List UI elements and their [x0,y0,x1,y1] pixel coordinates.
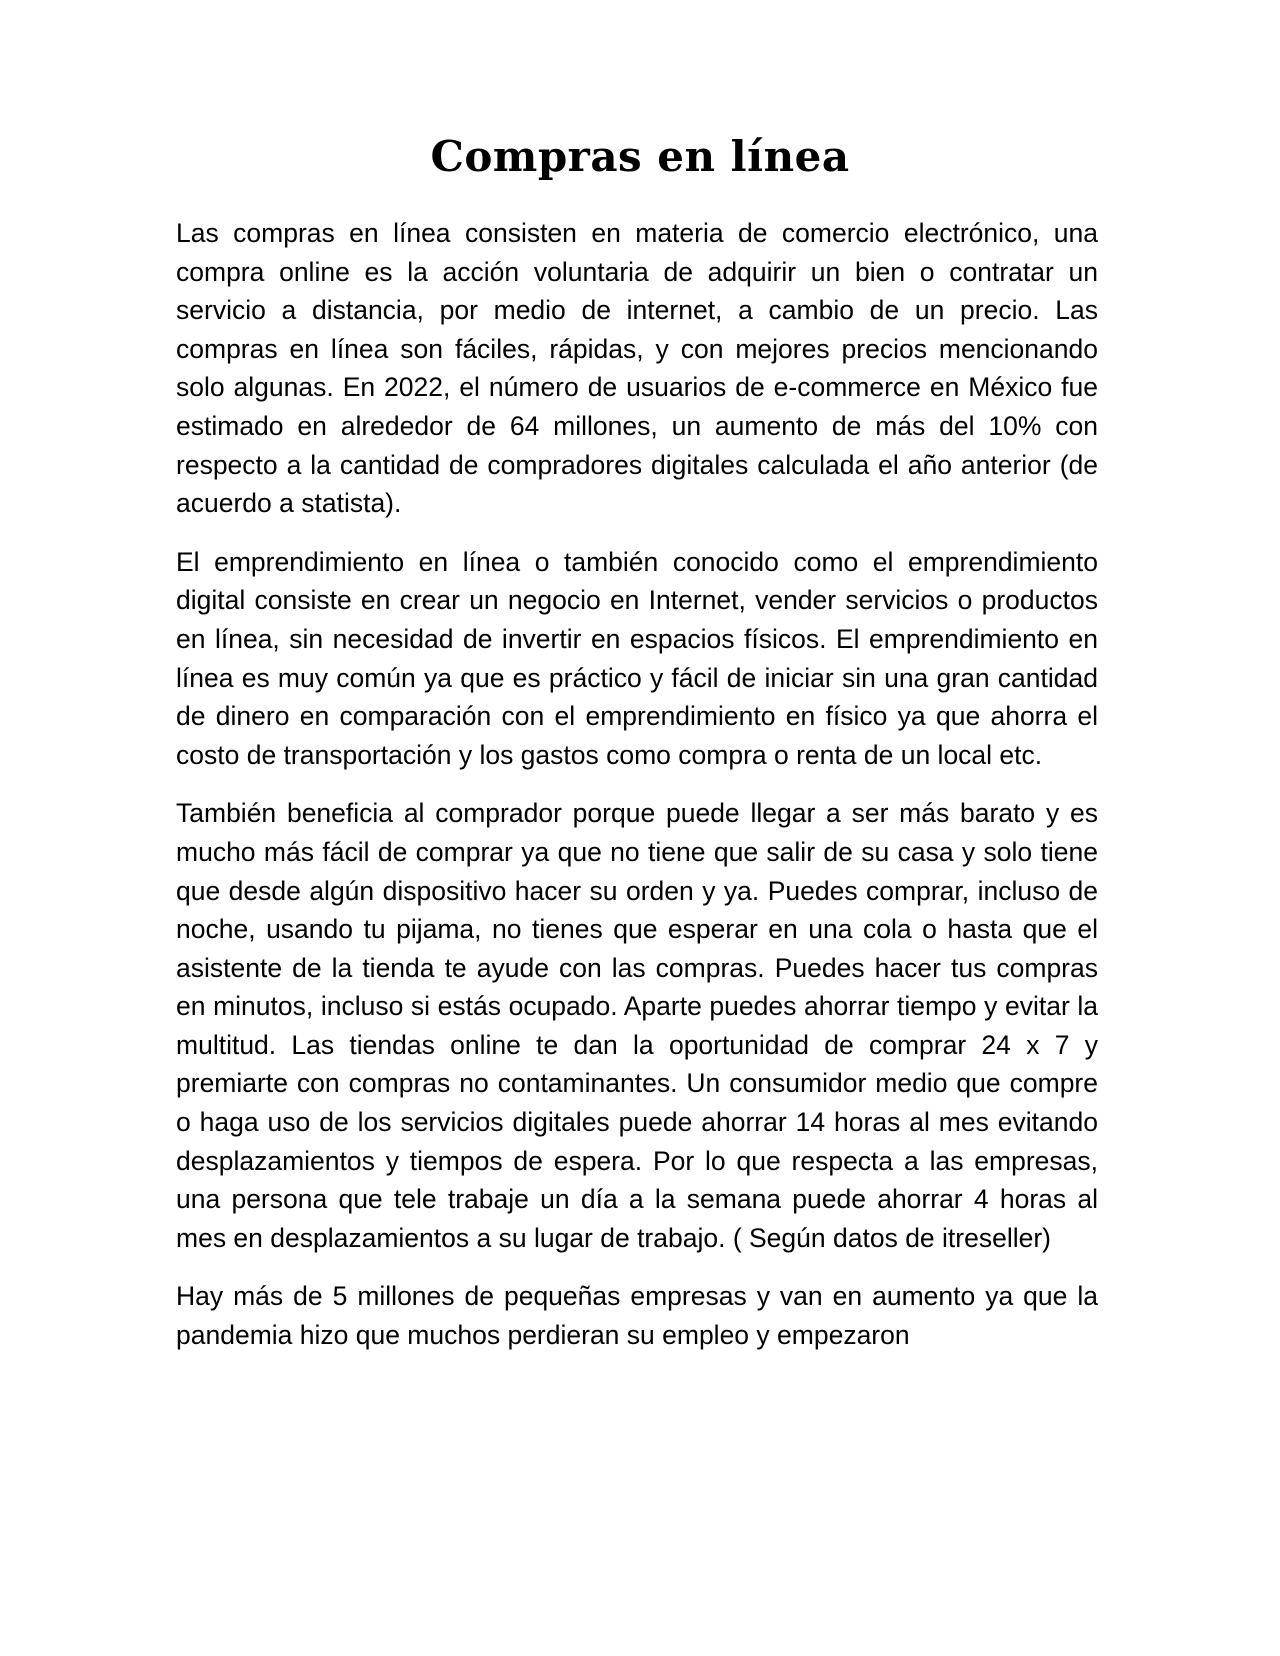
document-body [176,214,1098,1375]
document-title: Compras en línea [430,132,850,181]
paragraph-3: También beneficia al comprador porque puede llegar a ser más barato y es mucho más fácil de comprar ya que no tiene que salir de su casa y solo tiene que desde algún dispositivo hacer su orden y ya. Puedes comprar, incluso de noche, usando tu pijama, no tienes que esperar en una cola o hasta que el asistente de la tienda te ayude con las compras. Puedes hacer tus compras en minutos, incluso si estás ocupado. Aparte puedes ahorrar tiempo y evitar la multitud. Las tiendas online te dan la oportunidad de comprar 24 x 7 y premiarte con compras no contaminantes. Un consumidor medio que compre o haga uso de los servicios digitales puede ahorrar 14 horas al mes evitando desplazamientos y tiempos de espera. Por lo que respecta a las empresas, una persona que tele trabaje un día a la semana puede ahorrar 4 horas al mes en desplazamientos a su lugar de trabajo. ( Según datos de itreseller) [176,798,1098,1253]
paragraph-2: El emprendimiento en línea o también conocido como el emprendimiento digital consiste en crear un negocio en Internet, vender servicios o productos en línea, sin necesidad de invertir en espacios físicos. El emprendimiento en línea es muy común ya que es práctico y fácil de iniciar sin una gran cantidad de dinero en comparación con el emprendimiento en físico ya que ahorra el costo de transportación y los gastos como compra o renta de un local etc. [176,546,1098,770]
paragraph-1: Las compras en línea consisten en materia de comercio electrónico, una compra online es la acción voluntaria de adquirir un bien o contratar un servicio a distancia, por medio de internet, a cambio de un precio. Las compras en línea son fáciles, rápidas, y con mejores precios mencionando solo algunas. En 2022, el número de usuarios de e-commerce en México fue estimado en alrededor de 64 millones, un aumento de más del 10% con respecto a la cantidad de compradores digitales calculada el año anterior (de acuerdo a statista). [176,218,1098,519]
paragraph-4: Hay más de 5 millones de pequeñas empresas y van en aumento ya que la pandemia hizo que muchos perdieran su empleo y empezaron [176,1281,1098,1351]
